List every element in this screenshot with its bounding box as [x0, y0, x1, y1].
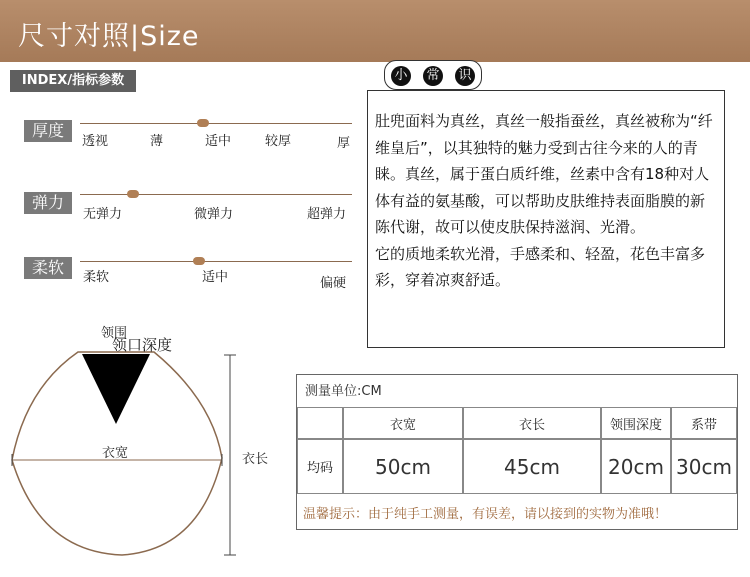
elasticity-option: 无弹力 [83, 207, 123, 222]
neck-depth-label: 领口深度 [112, 336, 173, 354]
softness-label: 柔软 [24, 257, 72, 279]
index-badge: INDEX/指标参数 [10, 70, 136, 92]
elasticity-option: 超弹力 [307, 207, 347, 222]
table-corner-cell [297, 407, 343, 439]
tips-title-char: 常 [423, 66, 443, 86]
elasticity-option: 微弹力 [194, 207, 234, 222]
table-row-label: 均码 [297, 439, 343, 494]
thickness-label: 厚度 [24, 120, 72, 142]
softness-option: 柔软 [83, 270, 110, 285]
length-label: 衣长 [242, 452, 269, 467]
thickness-option: 适中 [205, 134, 232, 149]
thickness-option: 薄 [150, 134, 164, 149]
elasticity-selected-marker [127, 190, 139, 198]
neckline-triangle [82, 354, 150, 424]
table-value-cell: 45cm [463, 439, 601, 494]
thickness-scale-line [80, 123, 352, 124]
header-bar [0, 0, 750, 62]
softness-option: 适中 [202, 270, 229, 285]
softness-selected-marker [193, 257, 205, 265]
table-header-cell: 衣长 [463, 407, 601, 439]
table-header-cell: 领围深度 [601, 407, 671, 439]
width-label: 衣宽 [102, 446, 129, 461]
table-note: 温馨提示：由于纯手工测量，有误差，请以接到的实物为准哦！ [303, 507, 668, 522]
table-header-cell: 衣宽 [343, 407, 463, 439]
elasticity-label: 弹力 [24, 192, 72, 214]
softness-option: 偏硬 [320, 276, 347, 291]
thickness-option: 厚 [337, 136, 351, 151]
table-header-cell: 系带 [671, 407, 737, 439]
table-unit-label: 测量单位:CM [305, 384, 382, 399]
table-value-cell: 30cm [671, 439, 737, 494]
tips-text [375, 108, 717, 294]
table-value-cell: 50cm [343, 439, 463, 494]
tips-header [384, 60, 482, 90]
page-title: 尺寸对照|Size [18, 21, 200, 52]
elasticity-scale-line [80, 194, 352, 195]
tips-paragraph: 肚兜面料为真丝，真丝一般指蚕丝，真丝被称为“纤维皇后”，以其独特的魅力受到古往今来的人的青睐。真丝，属于蛋白质纤维，丝素中含有18种对人体有益的氨基酸，可以帮助皮肤维持表面脂膜的新陈代谢，故可以使皮肤保持滋润、光滑。 [375, 112, 713, 236]
thickness-option: 透视 [82, 134, 109, 149]
thickness-option: 较厚 [265, 134, 292, 149]
tips-paragraph: 它的质地柔软光滑，手感柔和、轻盈，花色丰富多彩，穿着凉爽舒适。 [375, 244, 706, 289]
table-value-cell: 20cm [601, 439, 671, 494]
neck-label: 领围 [101, 326, 128, 341]
tips-title-char: 识 [455, 66, 475, 86]
tips-title-char: 小 [391, 66, 411, 86]
softness-scale-line [80, 261, 352, 262]
thickness-selected-marker [197, 119, 209, 127]
